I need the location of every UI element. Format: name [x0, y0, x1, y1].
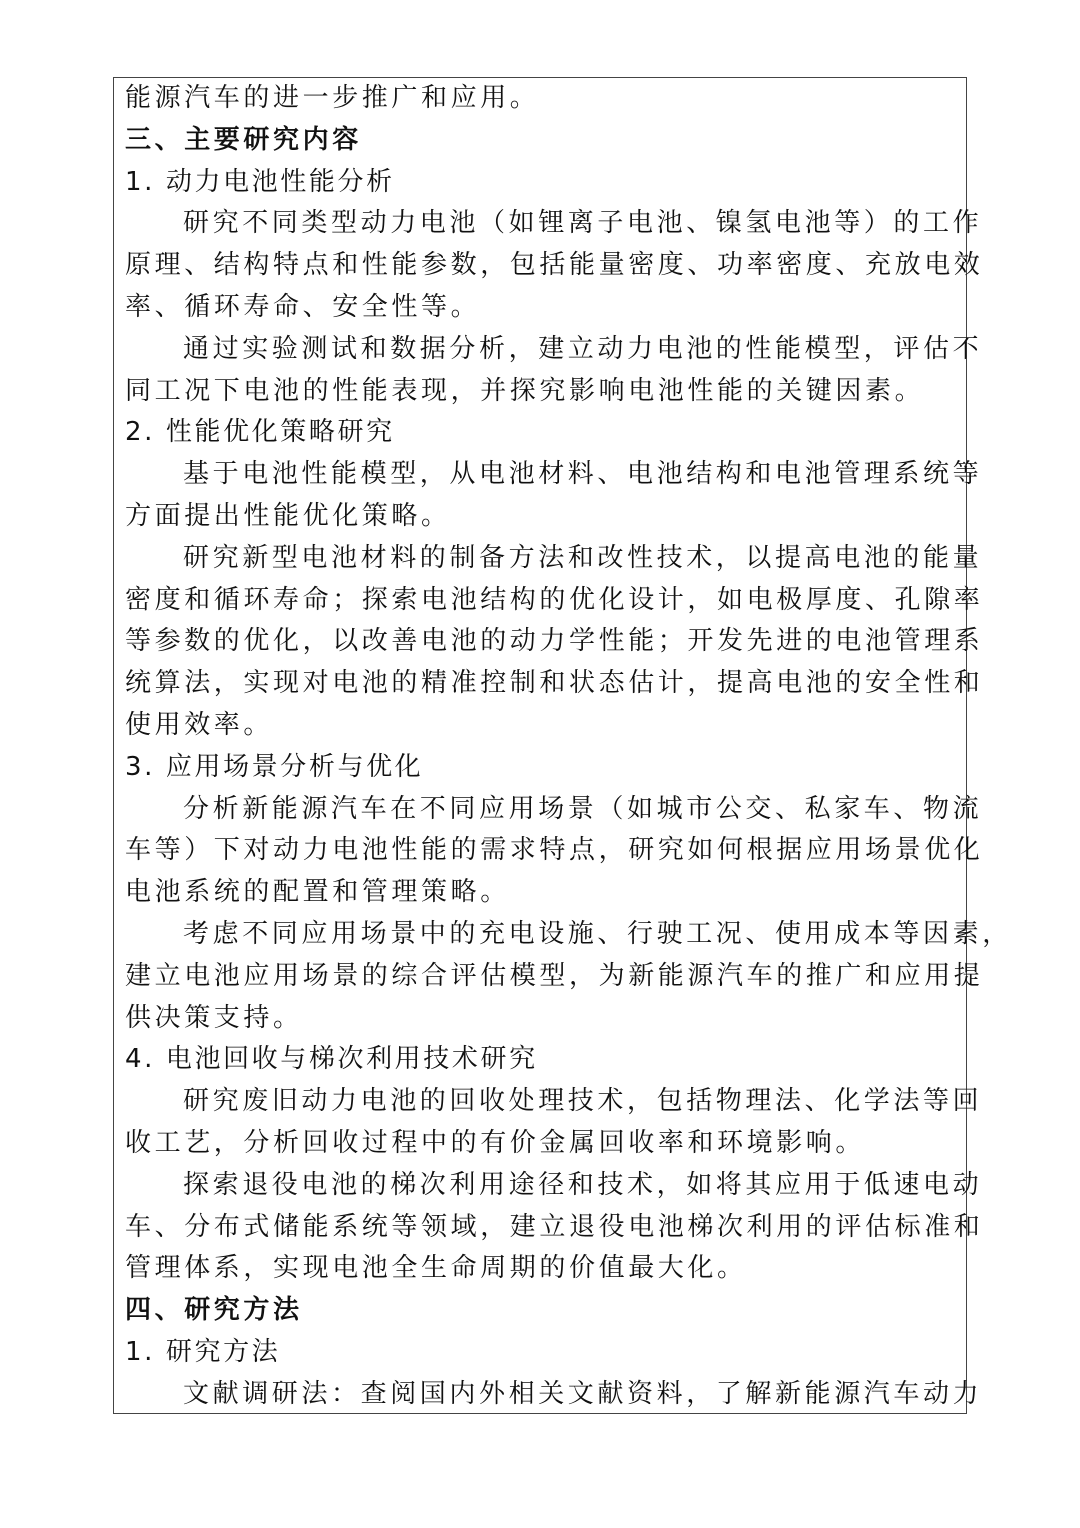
section-heading: 四、研究方法 — [125, 1295, 303, 1326]
text-line: 研究不同类型动力电池（如锂离子电池、镍氢电池等）的工作 — [183, 208, 983, 239]
text-line: 考虑不同应用场景中的充电设施、行驶工况、使用成本等因素， — [183, 918, 1012, 949]
text-line: 供决策支持。 — [125, 1002, 303, 1033]
document-frame — [113, 77, 1012, 1414]
subsection-heading: 1. 研究方法 — [125, 1336, 281, 1367]
subsection-heading: 3. 应用场景分析与优化 — [125, 751, 424, 782]
text-line: 等参数的优化，以改善电池的动力学性能；开发先进的电池管理系 — [125, 626, 984, 657]
text-line: 车、分布式储能系统等领域，建立退役电池梯次利用的评估标准和 — [125, 1211, 984, 1242]
text-line: 密度和循环寿命；探索电池结构的优化设计，如电极厚度、孔隙率 — [125, 584, 984, 615]
text-line: 管理体系，实现电池全生命周期的价值最大化。 — [125, 1253, 747, 1284]
text-line: 使用效率。 — [125, 709, 274, 740]
subsection-heading: 2. 性能优化策略研究 — [125, 417, 395, 448]
text-line: 率、循环寿命、安全性等。 — [125, 291, 481, 322]
text-line: 分析新能源汽车在不同应用场景（如城市公交、私家车、物流 — [183, 793, 983, 824]
text-line: 原理、结构特点和性能参数，包括能量密度、功率密度、充放电效 — [125, 250, 984, 281]
text-line: 同工况下电池的性能表现，并探究影响电池性能的关键因素。 — [125, 375, 925, 406]
subsection-heading: 1. 动力电池性能分析 — [125, 166, 395, 197]
text-line: 基于电池性能模型，从电池材料、电池结构和电池管理系统等 — [183, 459, 983, 490]
document-body — [125, 78, 1012, 1416]
text-line: 能源汽车的进一步推广和应用。 — [125, 83, 540, 113]
text-line: 研究新型电池材料的制备方法和改性技术，以提高电池的能量 — [183, 542, 983, 573]
text-line: 文献调研法：查阅国内外相关文献资料，了解新能源汽车动力 — [183, 1378, 983, 1409]
text-line: 探索退役电池的梯次利用途径和技术，如将其应用于低速电动 — [183, 1169, 983, 1200]
text-line: 研究废旧动力电池的回收处理技术，包括物理法、化学法等回 — [183, 1086, 983, 1117]
text-line: 建立电池应用场景的综合评估模型，为新能源汽车的推广和应用提 — [125, 960, 984, 991]
subsection-heading: 4. 电池回收与梯次利用技术研究 — [125, 1044, 538, 1075]
text-line: 收工艺，分析回收过程中的有价金属回收率和环境影响。 — [125, 1127, 866, 1158]
text-line: 电池系统的配置和管理策略。 — [125, 877, 510, 908]
text-line: 方面提出性能优化策略。 — [125, 500, 451, 531]
section-heading: 三、主要研究内容 — [125, 124, 362, 155]
text-line: 车等）下对动力电池性能的需求特点，研究如何根据应用场景优化 — [125, 835, 984, 866]
text-line: 通过实验测试和数据分析，建立动力电池的性能模型，评估不 — [183, 333, 983, 364]
text-line: 统算法，实现对电池的精准控制和状态估计，提高电池的安全性和 — [125, 668, 984, 699]
